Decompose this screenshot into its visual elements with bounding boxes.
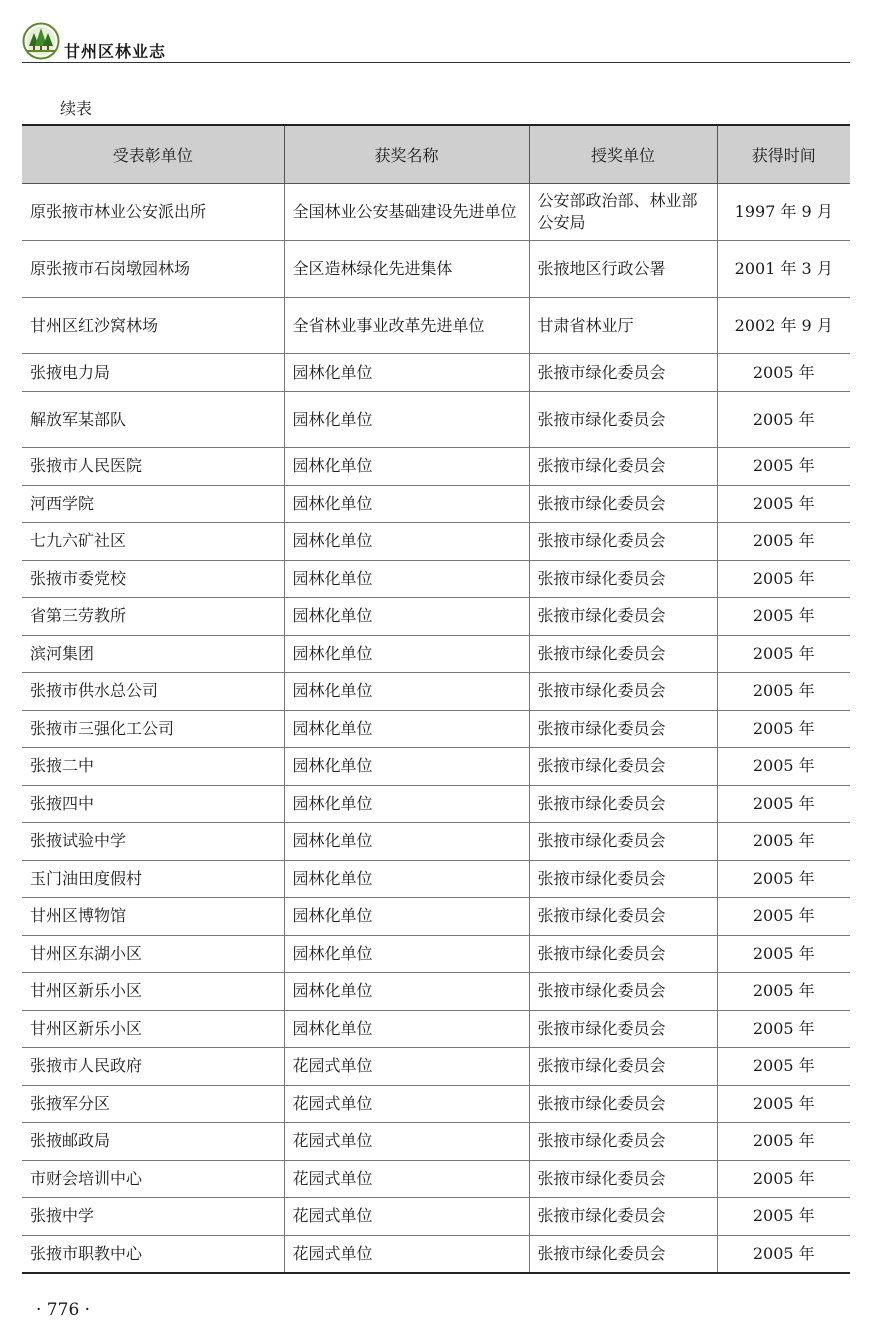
cell-awarded-unit: 甘州区新乐小区: [22, 973, 284, 1011]
cell-awarded-unit: 张掖军分区: [22, 1085, 284, 1123]
table-row: [22, 448, 850, 486]
page-header: [22, 22, 850, 64]
forest-trees-icon: [22, 22, 60, 60]
cell-award-name: 园林化单位: [284, 635, 529, 673]
table-row: [22, 860, 850, 898]
cell-granting-unit: 张掖市绿化委员会: [529, 710, 717, 748]
cell-award-name: 园林化单位: [284, 785, 529, 823]
cell-award-name: 花园式单位: [284, 1123, 529, 1161]
table-row: [22, 598, 850, 636]
cell-awarded-unit: 张掖市三强化工公司: [22, 710, 284, 748]
cell-award-date: 2005 年: [717, 673, 850, 711]
cell-awarded-unit: 张掖电力局: [22, 354, 284, 392]
cell-award-name: 园林化单位: [284, 485, 529, 523]
table-row: [22, 1235, 850, 1273]
cell-granting-unit: 公安部政治部、林业部公安局: [529, 184, 717, 241]
column-header-awarded-unit: 受表彰单位: [22, 125, 284, 184]
cell-award-date: 2005 年: [717, 898, 850, 936]
cell-granting-unit: 张掖市绿化委员会: [529, 485, 717, 523]
cell-award-date: 2005 年: [717, 1198, 850, 1236]
cell-granting-unit: 张掖市绿化委员会: [529, 898, 717, 936]
cell-granting-unit: 张掖市绿化委员会: [529, 1048, 717, 1086]
cell-granting-unit: 张掖市绿化委员会: [529, 935, 717, 973]
cell-award-date: 2005 年: [717, 1235, 850, 1273]
cell-award-date: 2002 年 9 月: [717, 298, 850, 354]
table-row: [22, 898, 850, 936]
book-title: 甘州区林业志: [64, 42, 167, 61]
cell-award-date: 2005 年: [717, 973, 850, 1011]
cell-granting-unit: 张掖市绿化委员会: [529, 635, 717, 673]
cell-award-name: 全省林业事业改革先进单位: [284, 298, 529, 354]
cell-award-date: 2005 年: [717, 823, 850, 861]
cell-award-name: 园林化单位: [284, 673, 529, 711]
table-row: [22, 1048, 850, 1086]
cell-award-name: 园林化单位: [284, 523, 529, 561]
cell-award-name: 花园式单位: [284, 1048, 529, 1086]
table-row: [22, 298, 850, 354]
cell-award-date: 1997 年 9 月: [717, 184, 850, 241]
cell-granting-unit: 张掖市绿化委员会: [529, 354, 717, 392]
cell-awarded-unit: 张掖中学: [22, 1198, 284, 1236]
table-row: [22, 973, 850, 1011]
table-row: [22, 184, 850, 241]
table-continued-caption: 续表: [60, 99, 93, 118]
cell-awarded-unit: 张掖四中: [22, 785, 284, 823]
cell-granting-unit: 张掖市绿化委员会: [529, 1235, 717, 1273]
cell-award-name: 园林化单位: [284, 973, 529, 1011]
table-row: [22, 523, 850, 561]
cell-granting-unit: 张掖市绿化委员会: [529, 860, 717, 898]
cell-granting-unit: 张掖市绿化委员会: [529, 973, 717, 1011]
table-row: [22, 823, 850, 861]
table-row: [22, 635, 850, 673]
cell-awarded-unit: 甘州区东湖小区: [22, 935, 284, 973]
cell-granting-unit: 张掖市绿化委员会: [529, 823, 717, 861]
cell-award-name: 园林化单位: [284, 860, 529, 898]
cell-granting-unit: 张掖地区行政公署: [529, 241, 717, 298]
cell-awarded-unit: 甘州区博物馆: [22, 898, 284, 936]
cell-award-name: 园林化单位: [284, 1010, 529, 1048]
column-header-award-date: 获得时间: [717, 125, 850, 184]
cell-award-name: 园林化单位: [284, 710, 529, 748]
cell-award-date: 2001 年 3 月: [717, 241, 850, 298]
table-row: [22, 785, 850, 823]
table-row: [22, 673, 850, 711]
cell-award-name: 花园式单位: [284, 1085, 529, 1123]
cell-awarded-unit: 原张掖市林业公安派出所: [22, 184, 284, 241]
cell-award-date: 2005 年: [717, 560, 850, 598]
cell-awarded-unit: 张掖市人民医院: [22, 448, 284, 486]
cell-award-date: 2005 年: [717, 785, 850, 823]
cell-awarded-unit: 张掖市人民政府: [22, 1048, 284, 1086]
cell-award-date: 2005 年: [717, 523, 850, 561]
cell-granting-unit: 张掖市绿化委员会: [529, 748, 717, 786]
cell-awarded-unit: 张掖二中: [22, 748, 284, 786]
cell-award-name: 园林化单位: [284, 560, 529, 598]
cell-awarded-unit: 张掖邮政局: [22, 1123, 284, 1161]
cell-granting-unit: 张掖市绿化委员会: [529, 1160, 717, 1198]
cell-awarded-unit: 解放军某部队: [22, 392, 284, 448]
cell-granting-unit: 张掖市绿化委员会: [529, 523, 717, 561]
cell-awarded-unit: 滨河集团: [22, 635, 284, 673]
cell-award-name: 园林化单位: [284, 823, 529, 861]
cell-award-date: 2005 年: [717, 1010, 850, 1048]
cell-award-name: 园林化单位: [284, 448, 529, 486]
cell-granting-unit: 张掖市绿化委员会: [529, 448, 717, 486]
cell-awarded-unit: 张掖市供水总公司: [22, 673, 284, 711]
cell-awarded-unit: 张掖市委党校: [22, 560, 284, 598]
cell-granting-unit: 张掖市绿化委员会: [529, 1123, 717, 1161]
cell-award-name: 全国林业公安基础建设先进单位: [284, 184, 529, 241]
awards-table: [22, 124, 850, 1274]
cell-granting-unit: 张掖市绿化委员会: [529, 1198, 717, 1236]
cell-award-date: 2005 年: [717, 748, 850, 786]
column-header-award-name: 获奖名称: [284, 125, 529, 184]
table-row: [22, 935, 850, 973]
cell-award-date: 2005 年: [717, 860, 850, 898]
cell-award-date: 2005 年: [717, 392, 850, 448]
cell-awarded-unit: 省第三劳教所: [22, 598, 284, 636]
table-row: [22, 1123, 850, 1161]
table-body: [22, 184, 850, 1273]
cell-award-date: 2005 年: [717, 448, 850, 486]
cell-award-date: 2005 年: [717, 1160, 850, 1198]
cell-awarded-unit: 甘州区红沙窝林场: [22, 298, 284, 354]
cell-award-name: 花园式单位: [284, 1160, 529, 1198]
cell-awarded-unit: 玉门油田度假村: [22, 860, 284, 898]
cell-awarded-unit: 河西学院: [22, 485, 284, 523]
table-row: [22, 354, 850, 392]
cell-granting-unit: 张掖市绿化委员会: [529, 673, 717, 711]
cell-award-date: 2005 年: [717, 1048, 850, 1086]
cell-award-name: 园林化单位: [284, 935, 529, 973]
table-row: [22, 1198, 850, 1236]
table-row: [22, 1085, 850, 1123]
cell-awarded-unit: 市财会培训中心: [22, 1160, 284, 1198]
page-number: · 776 ·: [36, 1300, 91, 1320]
cell-award-name: 园林化单位: [284, 748, 529, 786]
table-row: [22, 710, 850, 748]
cell-award-name: 园林化单位: [284, 392, 529, 448]
cell-awarded-unit: 七九六矿社区: [22, 523, 284, 561]
table-row: [22, 560, 850, 598]
cell-award-name: 花园式单位: [284, 1235, 529, 1273]
cell-awarded-unit: 甘州区新乐小区: [22, 1010, 284, 1048]
cell-granting-unit: 张掖市绿化委员会: [529, 560, 717, 598]
cell-award-date: 2005 年: [717, 935, 850, 973]
cell-award-name: 园林化单位: [284, 354, 529, 392]
table-header-row: [22, 125, 850, 184]
cell-granting-unit: 张掖市绿化委员会: [529, 392, 717, 448]
table-row: [22, 1010, 850, 1048]
column-header-granting-unit: 授奖单位: [529, 125, 717, 184]
cell-granting-unit: 张掖市绿化委员会: [529, 1085, 717, 1123]
cell-granting-unit: 甘肃省林业厅: [529, 298, 717, 354]
cell-awarded-unit: 原张掖市石岗墩园林场: [22, 241, 284, 298]
cell-award-date: 2005 年: [717, 1123, 850, 1161]
cell-award-name: 花园式单位: [284, 1198, 529, 1236]
cell-award-name: 园林化单位: [284, 898, 529, 936]
table-row: [22, 485, 850, 523]
cell-awarded-unit: 张掖试验中学: [22, 823, 284, 861]
table-row: [22, 241, 850, 298]
cell-granting-unit: 张掖市绿化委员会: [529, 785, 717, 823]
cell-award-date: 2005 年: [717, 1085, 850, 1123]
cell-award-name: 全区造林绿化先进集体: [284, 241, 529, 298]
table-row: [22, 392, 850, 448]
cell-awarded-unit: 张掖市职教中心: [22, 1235, 284, 1273]
cell-granting-unit: 张掖市绿化委员会: [529, 1010, 717, 1048]
cell-granting-unit: 张掖市绿化委员会: [529, 598, 717, 636]
cell-award-date: 2005 年: [717, 485, 850, 523]
cell-award-date: 2005 年: [717, 598, 850, 636]
cell-award-date: 2005 年: [717, 710, 850, 748]
cell-award-date: 2005 年: [717, 354, 850, 392]
header-divider: [22, 62, 850, 63]
table-row: [22, 1160, 850, 1198]
cell-award-date: 2005 年: [717, 635, 850, 673]
cell-award-name: 园林化单位: [284, 598, 529, 636]
table-row: [22, 748, 850, 786]
